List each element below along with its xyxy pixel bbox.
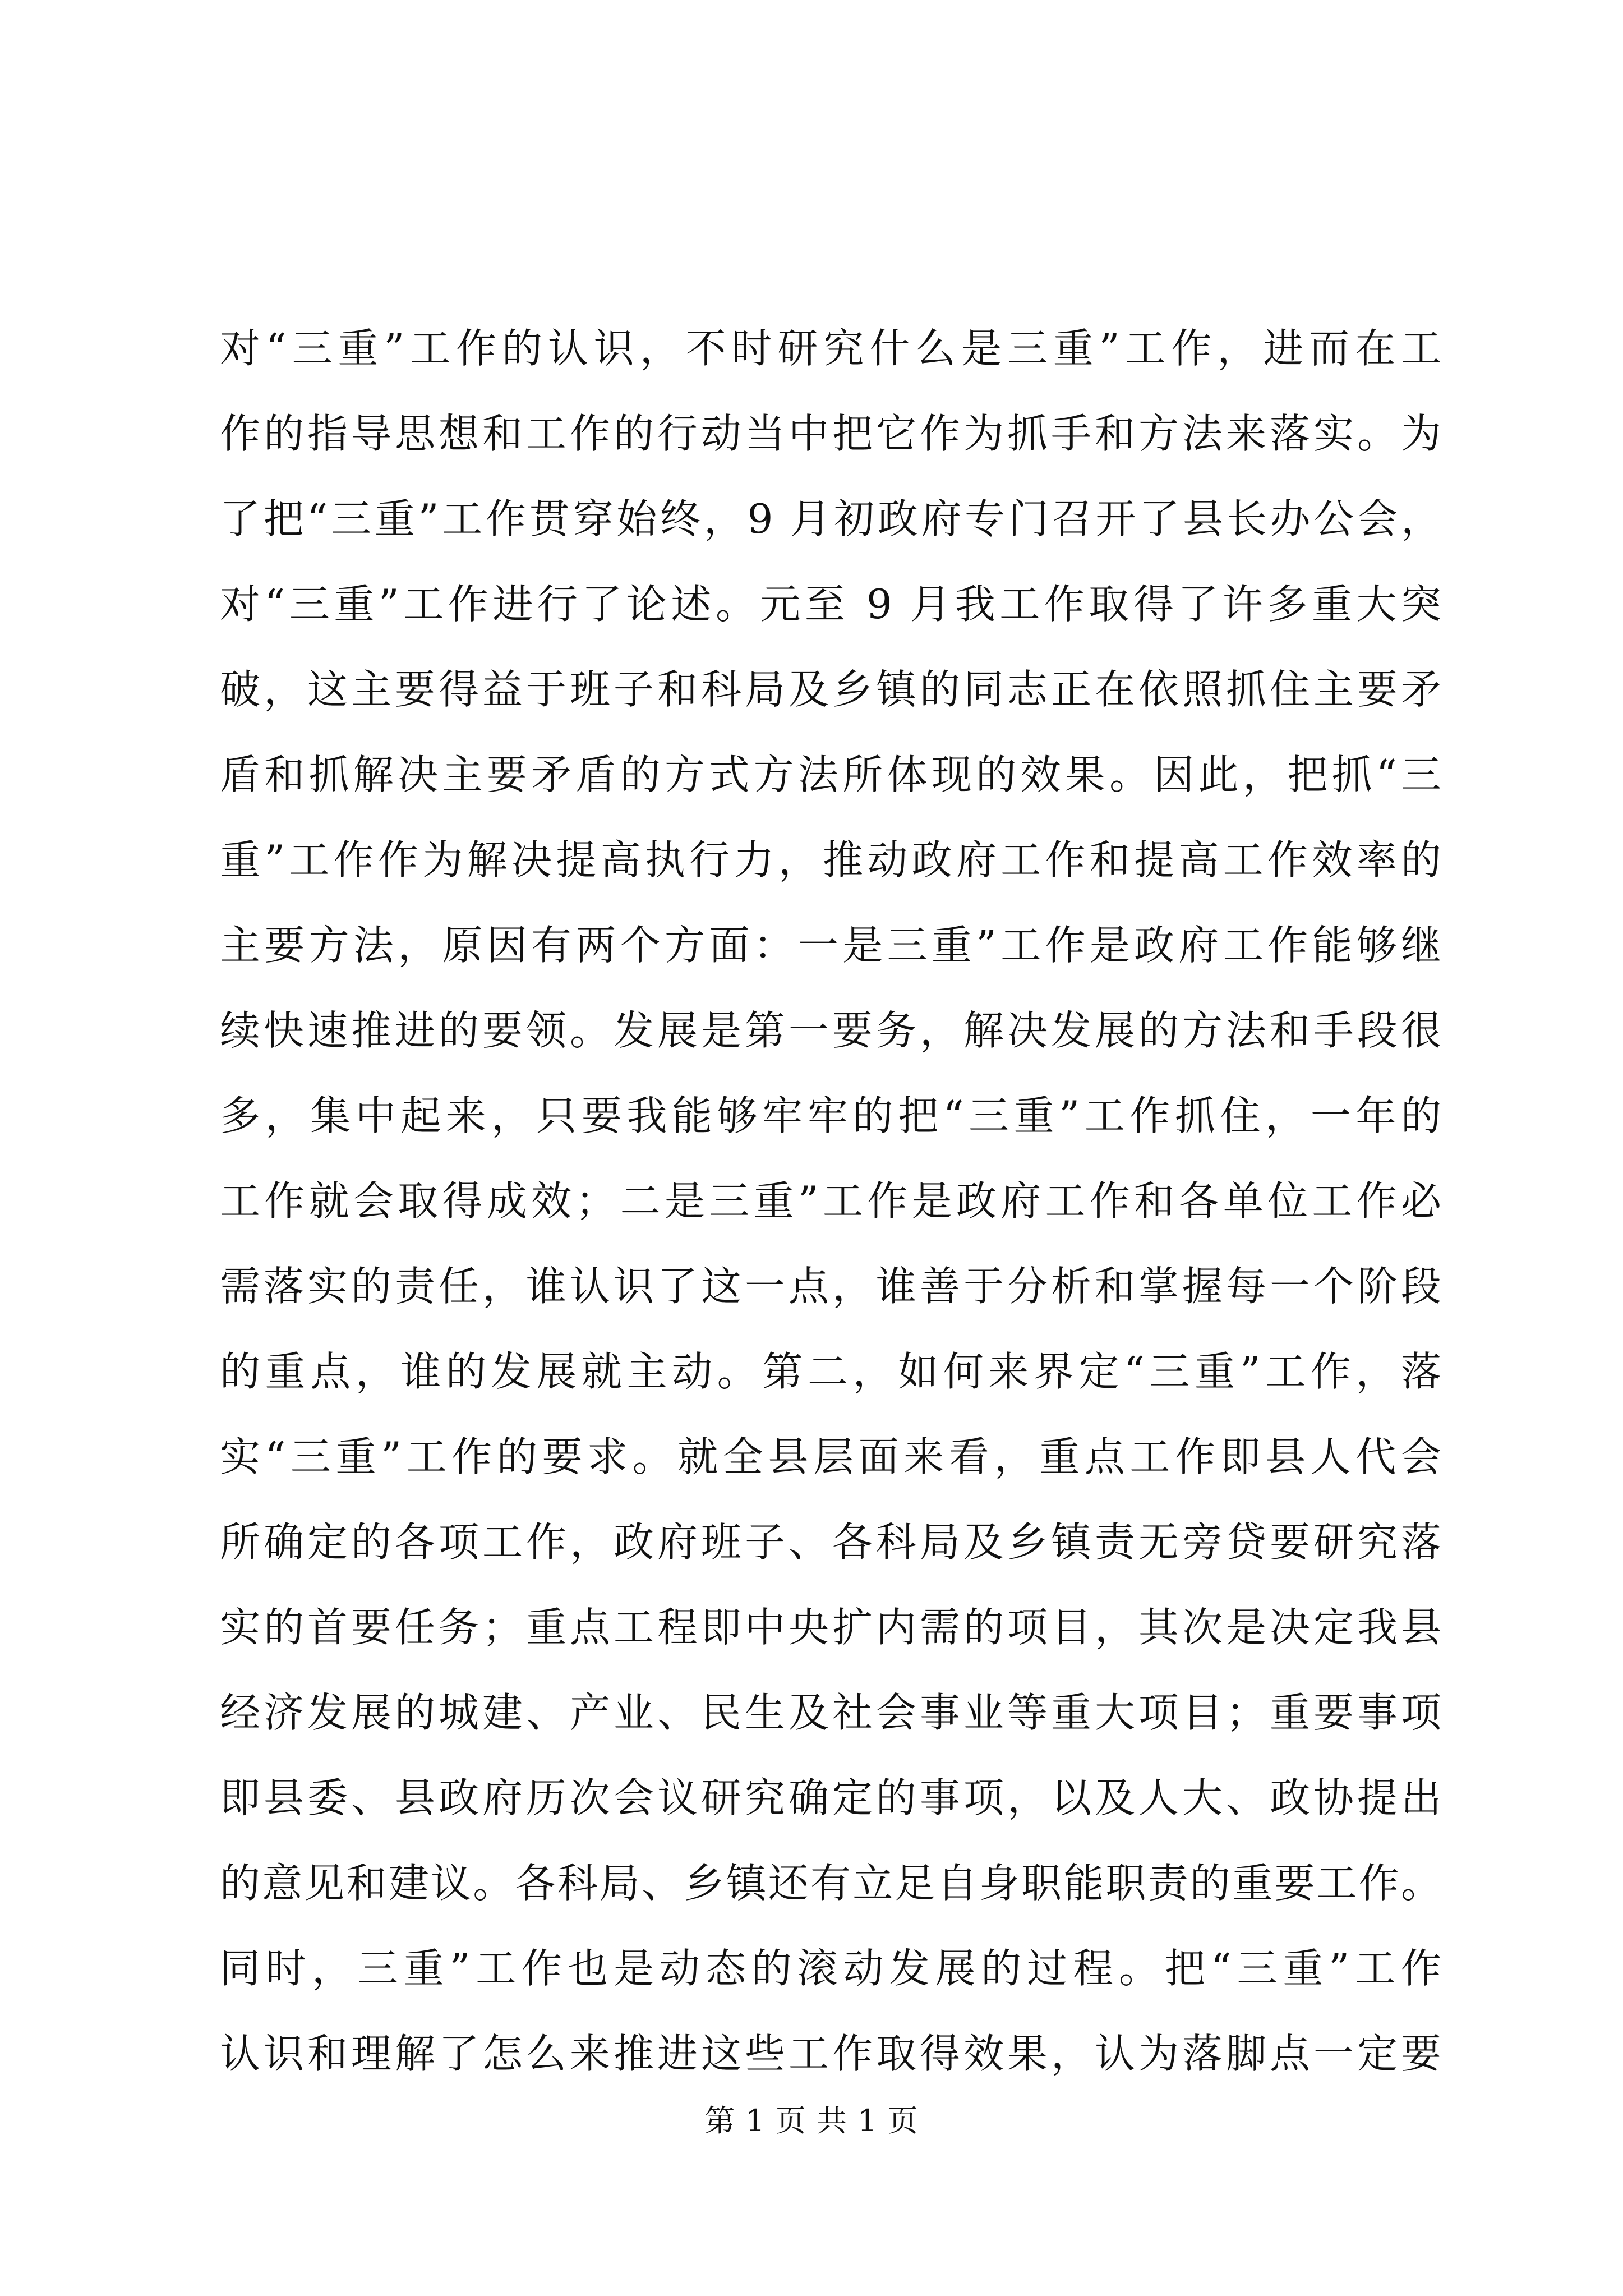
- text-line-21: 认识和理解了怎么来推进这些工作取得效果，认为落脚点一定要: [220, 2030, 1442, 2077]
- text-line-4: 对“三重”工作进行了论述。元至 9 月我工作取得了许多重大突: [220, 581, 1442, 628]
- text-line-7: 重”工作作为解决提高执行力，推动政府工作和提高工作效率的: [220, 836, 1442, 884]
- text-line-15: 所确定的各项工作，政府班子、各科局及乡镇责无旁贷要研究落: [220, 1519, 1442, 1566]
- text-line-17: 经济发展的城建、产业、民生及社会事业等重大项目；重要事项: [220, 1689, 1442, 1736]
- page-footer: [0, 2101, 1623, 2141]
- text-line-20: 同时，三重”工作也是动态的滚动发展的过程。把“三重”工作: [220, 1945, 1442, 1992]
- text-line-3: 了把“三重”工作贯穿始终，9 月初政府专门召开了县长办公会，: [220, 495, 1442, 542]
- text-line-18: 即县委、县政府历次会议研究确定的事项，以及人大、政协提出: [220, 1774, 1442, 1821]
- text-line-5: 破，这主要得益于班子和科局及乡镇的同志正在依照抓住主要矛: [220, 666, 1442, 713]
- text-line-2: 作的指导思想和工作的行动当中把它作为抓手和方法来落实。为: [220, 410, 1442, 457]
- page-number-label: 第 1 页 共 1 页: [704, 2103, 919, 2138]
- text-line-10: 多，集中起来，只要我能够牢牢的把“三重”工作抓住，一年的: [220, 1092, 1442, 1139]
- text-line-13: 的重点，谁的发展就主动。第二，如何来界定“三重”工作，落: [220, 1348, 1442, 1395]
- text-line-12: 需落实的责任，谁认识了这一点，谁善于分析和掌握每一个阶段: [220, 1263, 1442, 1310]
- body-text: [220, 306, 1442, 2096]
- text-line-16: 实的首要任务；重点工程即中央扩内需的项目，其次是决定我县: [220, 1604, 1442, 1651]
- text-line-11: 工作就会取得成效；二是三重”工作是政府工作和各单位工作必: [220, 1177, 1442, 1225]
- text-line-6: 盾和抓解决主要矛盾的方式方法所体现的效果。因此，把抓“三: [220, 751, 1442, 798]
- text-line-8: 主要方法，原因有两个方面：一是三重”工作是政府工作能够继: [220, 922, 1442, 969]
- text-line-1: 对“三重”工作的认识，不时研究什么是三重”工作，进而在工: [220, 325, 1442, 372]
- text-line-19: 的意见和建议。各科局、乡镇还有立足自身职能职责的重要工作。: [220, 1860, 1442, 1907]
- text-line-14: 实“三重”工作的要求。就全县层面来看，重点工作即县人代会: [220, 1433, 1442, 1480]
- text-line-9: 续快速推进的要领。发展是第一要务，解决发展的方法和手段很: [220, 1007, 1442, 1054]
